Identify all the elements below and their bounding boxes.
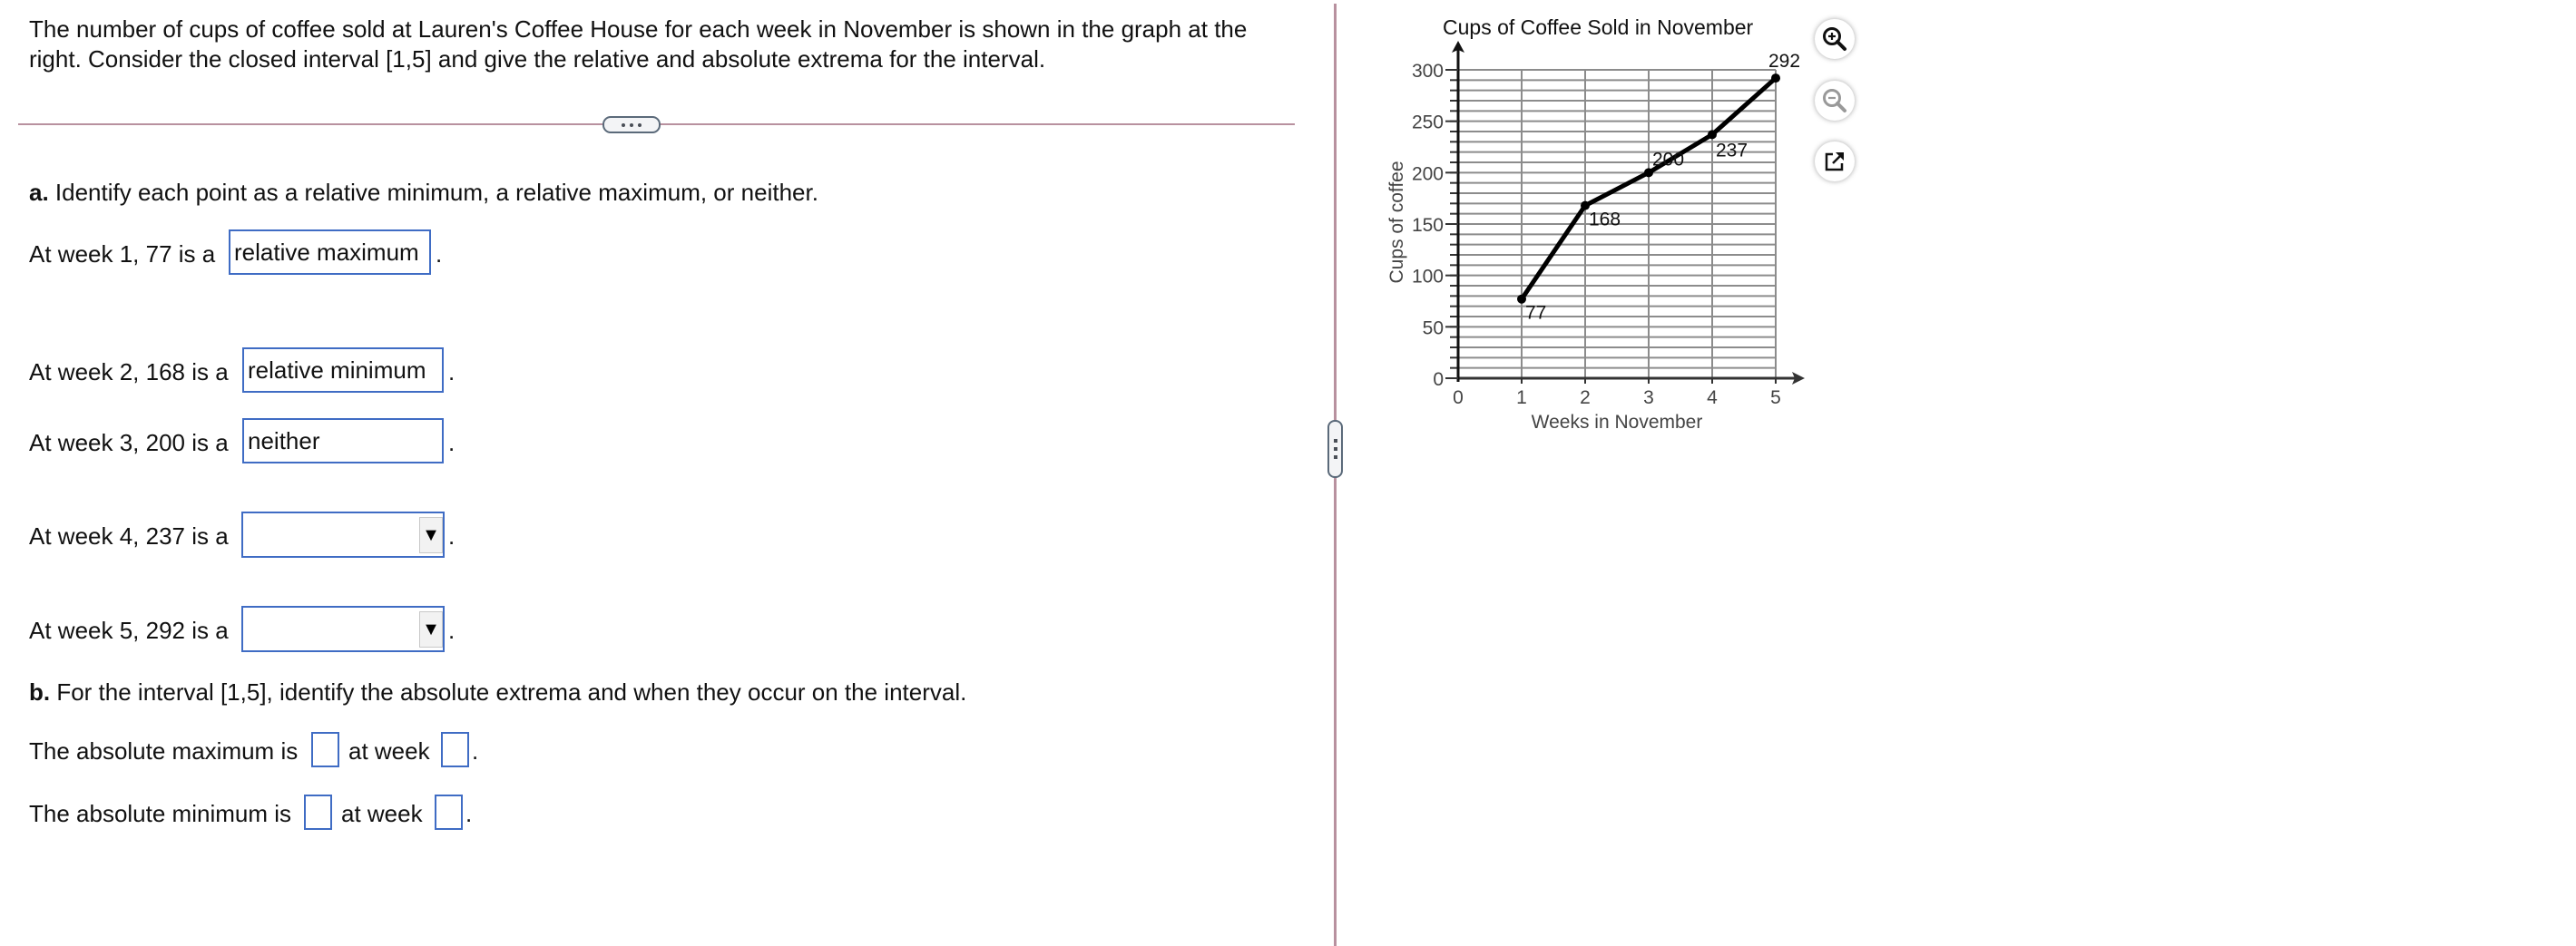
svg-text:3: 3: [1643, 387, 1654, 408]
absolute-min-period: .: [465, 800, 473, 827]
absolute-min-at-week-label: at week: [341, 800, 423, 827]
svg-text:4: 4: [1707, 387, 1718, 408]
zoom-in-icon: [1821, 25, 1848, 53]
row-week1-period: .: [436, 240, 443, 268]
problem-statement: The number of cups of coffee sold at Lauren's Coffee House for each week in November is shown in the graph at the right. Consider the closed interval [1,5] and give the relative and absolute extrema for the interval.: [29, 15, 1248, 73]
svg-text:2: 2: [1580, 387, 1591, 408]
answer-week2-field[interactable]: relative minimum: [242, 347, 444, 393]
absolute-max-prompt: The absolute maximum is: [29, 737, 299, 765]
dropdown-arrow-icon[interactable]: ▼: [419, 517, 443, 553]
svg-text:250: 250: [1411, 112, 1444, 133]
svg-text:0: 0: [1433, 369, 1444, 390]
svg-text:50: 50: [1422, 317, 1444, 339]
row-week2-prompt: At week 2, 168 is a: [29, 358, 229, 385]
svg-text:300: 300: [1411, 61, 1444, 82]
part-b-label: b.: [29, 678, 51, 706]
answer-week3-field[interactable]: neither: [242, 418, 444, 463]
row-week3-period: .: [448, 429, 455, 456]
row-week4-period: .: [448, 522, 455, 550]
part-b-text: For the interval [1,5], identify the absolute extrema and when they occur on the interval.: [50, 678, 967, 706]
svg-text:168: 168: [1589, 209, 1621, 230]
row-week1-prompt: At week 1, 77 is a: [29, 240, 216, 268]
row-week5-prompt: At week 5, 292 is a: [29, 617, 229, 644]
chart-title: Cups of Coffee Sold in November: [1443, 15, 1754, 39]
row-week3-prompt: At week 3, 200 is a: [29, 429, 229, 456]
svg-text:0: 0: [1453, 387, 1464, 408]
answer-week1-field[interactable]: relative maximum: [229, 229, 431, 275]
chart-x-axis-label: Weeks in November: [1531, 412, 1703, 433]
zoom-out-button[interactable]: [1815, 81, 1855, 121]
row-week5-period: .: [448, 617, 455, 644]
external-link-icon: [1823, 150, 1846, 173]
chart-y-axis-label: Cups of coffee: [1386, 161, 1407, 284]
zoom-in-button[interactable]: [1815, 19, 1855, 59]
absolute-max-period: .: [472, 737, 479, 765]
svg-text:1: 1: [1516, 387, 1527, 408]
part-a-text: Identify each point as a relative minimum, a relative maximum, or neither.: [48, 179, 818, 206]
row-week4-prompt: At week 4, 237 is a: [29, 522, 229, 550]
svg-text:237: 237: [1716, 140, 1748, 161]
svg-text:150: 150: [1411, 215, 1444, 236]
row-week2-period: .: [448, 358, 455, 385]
chart-series: [1517, 51, 1800, 324]
svg-text:77: 77: [1525, 302, 1547, 324]
part-a-label: a.: [29, 179, 49, 206]
open-new-window-button[interactable]: [1815, 141, 1855, 181]
svg-text:100: 100: [1411, 266, 1444, 288]
svg-text:200: 200: [1652, 149, 1685, 171]
dropdown-arrow-icon[interactable]: ▼: [419, 611, 443, 648]
absolute-min-prompt: The absolute minimum is: [29, 800, 291, 827]
absolute-max-at-week-label: at week: [348, 737, 430, 765]
svg-text:5: 5: [1770, 387, 1781, 408]
svg-text:200: 200: [1411, 163, 1444, 185]
zoom-out-icon: [1821, 87, 1848, 114]
svg-text:292: 292: [1768, 51, 1801, 73]
